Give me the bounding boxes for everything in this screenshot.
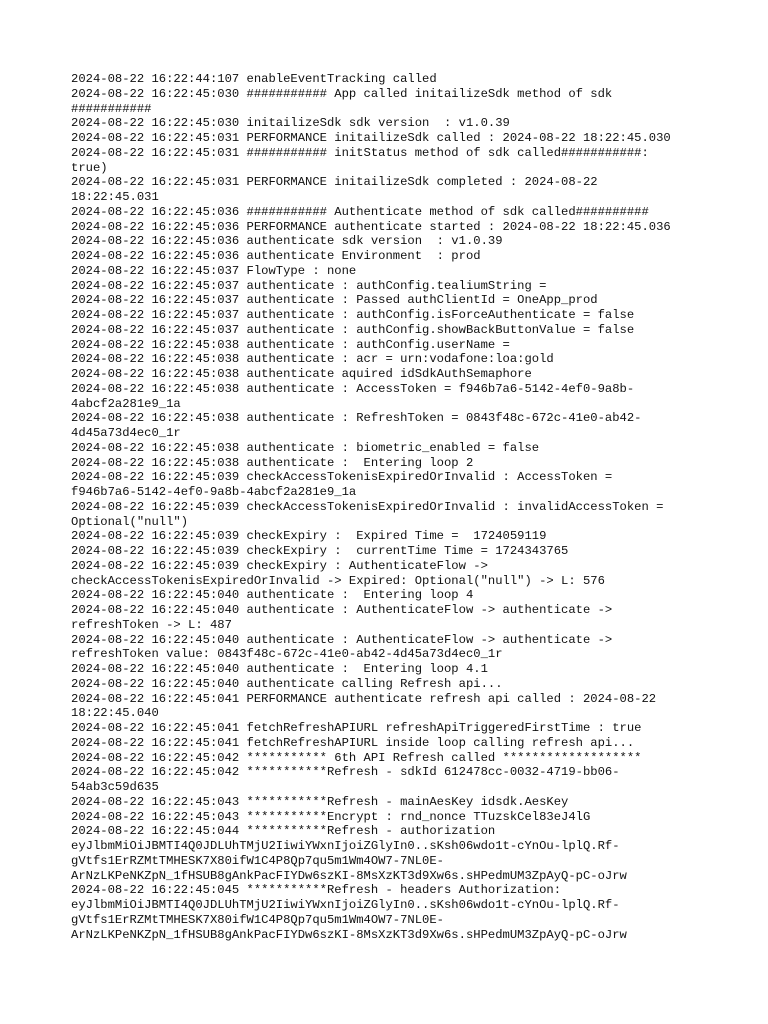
log-line: eyJlbmMiOiJBMTI4Q0JDLUhTMjU2IiwiYWxnIjoiZGlyIn0..sKsh06wdo1t-cYnOu-lplQ.Rf- xyxy=(71,898,620,912)
log-line: 2024-08-22 16:22:45:043 ***********Encrypt : rnd_nonce TTuzskCel83eJ4lG xyxy=(71,809,591,824)
log-line: 2024-08-22 16:22:45:039 checkExpiry : currentTime Time = 1724343765 xyxy=(71,544,569,558)
log-line: 2024-08-22 16:22:45:038 authenticate aquired idSdkAuthSemaphore xyxy=(71,367,532,381)
log-line: 2024-08-22 16:22:45:042 *********** 6th API Refresh called ******************* xyxy=(71,750,642,765)
log-document xyxy=(71,72,701,942)
log-line: 2024-08-22 16:22:45:030 ########### App called initailizeSdk method of sdk xyxy=(71,86,613,101)
log-line: gVtfs1ErRZMtTMHESK7X80ifW1C4P8Qp7qu5m1Wm4OW7-7NL0E- xyxy=(71,912,444,927)
log-line: refreshToken -> L: 487 xyxy=(71,617,232,632)
log-line: ########### xyxy=(71,101,152,116)
log-line: 2024-08-22 16:22:45:041 fetchRefreshAPIURL refreshApiTriggeredFirstTime : true xyxy=(71,721,642,735)
log-line: refreshToken value: 0843f48c-672c-41e0-ab42-4d45a73d4ec0_1r xyxy=(71,647,503,662)
log-line: 18:22:45.040 xyxy=(71,706,159,721)
log-line: true) xyxy=(71,160,108,175)
log-line: 2024-08-22 16:22:45:036 PERFORMANCE authenticate started : 2024-08-22 18:22:45.036 xyxy=(71,219,671,234)
log-line: 2024-08-22 16:22:44:107 enableEventTracking called xyxy=(71,72,437,86)
log-line: 2024-08-22 16:22:45:037 authenticate : authConfig.isForceAuthenticate = false xyxy=(71,308,635,322)
log-line: 2024-08-22 16:22:45:038 authenticate : acr = urn:vodafone:loa:gold xyxy=(71,352,554,367)
log-line: 2024-08-22 16:22:45:041 fetchRefreshAPIURL inside loop calling refresh api... xyxy=(71,735,635,750)
log-line: gVtfs1ErRZMtTMHESK7X80ifW1C4P8Qp7qu5m1Wm4OW7-7NL0E- xyxy=(71,853,444,868)
log-line: checkAccessTokenisExpiredOrInvalid -> Expired: Optional("null") -> L: 576 xyxy=(71,573,605,588)
log-line: 2024-08-22 16:22:45:039 checkAccessTokenisExpiredOrInvalid : AccessToken = xyxy=(71,470,613,485)
log-line: 2024-08-22 16:22:45:031 PERFORMANCE initailizeSdk completed : 2024-08-22 xyxy=(71,175,598,190)
log-line: 2024-08-22 16:22:45:036 authenticate Environment : prod xyxy=(71,249,481,263)
log-line: 2024-08-22 16:22:45:038 authenticate : biometric_enabled = false xyxy=(71,440,540,455)
log-line: 2024-08-22 16:22:45:040 authenticate : AuthenticateFlow -> authenticate -> xyxy=(71,632,613,647)
log-line: 2024-08-22 16:22:45:040 authenticate : AuthenticateFlow -> authenticate -> xyxy=(71,603,613,617)
log-line: f946b7a6-5142-4ef0-9a8b-4abcf2a281e9_1a xyxy=(71,485,357,499)
log-line: 2024-08-22 16:22:45:030 initailizeSdk sdk version : v1.0.39 xyxy=(71,116,510,131)
log-line: 18:22:45.031 xyxy=(71,190,159,204)
log-line: 2024-08-22 16:22:45:036 authenticate sdk version : v1.0.39 xyxy=(71,234,503,249)
log-line: 2024-08-22 16:22:45:045 ***********Refresh - headers Authorization: xyxy=(71,883,562,898)
log-line: Optional("null") xyxy=(71,514,189,529)
log-line: 2024-08-22 16:22:45:039 checkExpiry : Expired Time = 1724059119 xyxy=(71,529,547,544)
log-line: 4abcf2a281e9_1a xyxy=(71,396,181,411)
log-line: 2024-08-22 16:22:45:040 authenticate : Entering loop 4.1 xyxy=(71,662,488,676)
log-line: 2024-08-22 16:22:45:040 authenticate calling Refresh api... xyxy=(71,676,503,691)
log-line: 2024-08-22 16:22:45:042 ***********Refresh - sdkId 612478cc-0032-4719-bb06- xyxy=(71,765,620,780)
log-line: 2024-08-22 16:22:45:044 ***********Refresh - authorization xyxy=(71,824,496,839)
log-line: 2024-08-22 16:22:45:036 ########### Authenticate method of sdk called########## xyxy=(71,204,649,219)
log-line: 2024-08-22 16:22:45:040 authenticate : Entering loop 4 xyxy=(71,588,474,603)
log-line: 2024-08-22 16:22:45:043 ***********Refresh - mainAesKey idsdk.AesKey xyxy=(71,794,569,809)
log-line: eyJlbmMiOiJBMTI4Q0JDLUhTMjU2IiwiYWxnIjoiZGlyIn0..sKsh06wdo1t-cYnOu-lplQ.Rf- xyxy=(71,839,620,853)
log-line: 2024-08-22 16:22:45:039 checkExpiry : AuthenticateFlow -> xyxy=(71,558,488,573)
log-line: 2024-08-22 16:22:45:037 authenticate : authConfig.tealiumString = xyxy=(71,278,547,293)
log-line: 2024-08-22 16:22:45:038 authenticate : authConfig.userName = xyxy=(71,337,510,352)
log-lines xyxy=(71,72,701,942)
log-line: 2024-08-22 16:22:45:038 authenticate : AccessToken = f946b7a6-5142-4ef0-9a8b- xyxy=(71,381,635,396)
log-line: 2024-08-22 16:22:45:038 authenticate : RefreshToken = 0843f48c-672c-41e0-ab42- xyxy=(71,411,642,426)
log-line: 4d45a73d4ec0_1r xyxy=(71,426,181,440)
log-line: 54ab3c59d635 xyxy=(71,780,159,794)
log-line: 2024-08-22 16:22:45:037 authenticate : authConfig.showBackButtonValue = false xyxy=(71,322,635,337)
log-line: ArNzLKPeNKZpN_1fHSUB8gAnkPacFIYDw6szKI-8MsXzKT3d9Xw6s.sHPedmUM3ZpAyQ-pC-oJrw xyxy=(71,927,627,942)
log-line: 2024-08-22 16:22:45:037 FlowType : none xyxy=(71,263,357,278)
log-line: 2024-08-22 16:22:45:037 authenticate : Passed authClientId = OneApp_prod xyxy=(71,293,598,308)
log-line: ArNzLKPeNKZpN_1fHSUB8gAnkPacFIYDw6szKI-8MsXzKT3d9Xw6s.sHPedmUM3ZpAyQ-pC-oJrw xyxy=(71,868,627,883)
log-line: 2024-08-22 16:22:45:038 authenticate : Entering loop 2 xyxy=(71,455,474,470)
log-line: 2024-08-22 16:22:45:031 ########### initStatus method of sdk called###########: xyxy=(71,145,649,160)
log-line: 2024-08-22 16:22:45:031 PERFORMANCE initailizeSdk called : 2024-08-22 18:22:45.030 xyxy=(71,131,671,145)
log-line: 2024-08-22 16:22:45:041 PERFORMANCE authenticate refresh api called : 2024-08-22 xyxy=(71,691,657,706)
log-line: 2024-08-22 16:22:45:039 checkAccessTokenisExpiredOrInvalid : invalidAccessToken = xyxy=(71,499,664,514)
